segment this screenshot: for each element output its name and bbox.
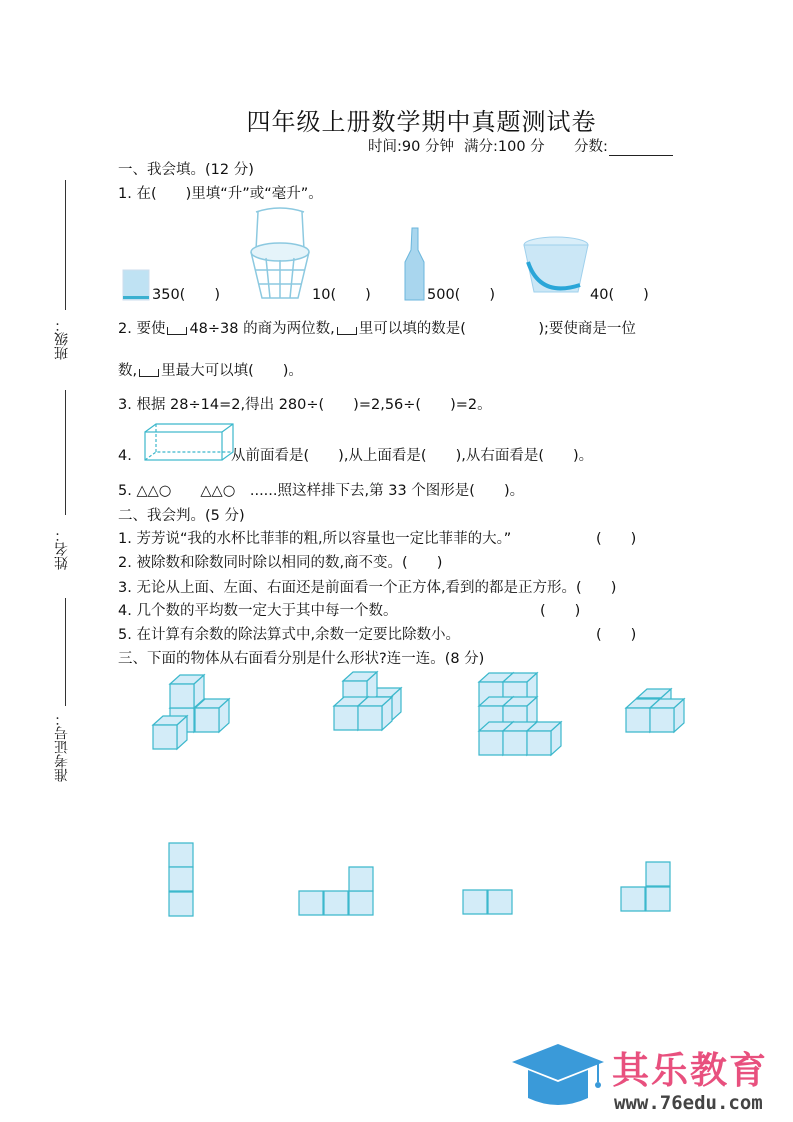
q2-text: 48÷38 的商为两位数, bbox=[189, 321, 335, 337]
q2-text: 数, bbox=[118, 363, 138, 379]
section-3-heading: 三、下面的物体从右面看分别是什么形状?连一连。(8 分) bbox=[118, 651, 485, 667]
exam-title: 四年级上册数学期中真题测试卷 bbox=[246, 108, 597, 136]
q1-bucket-blank[interactable]: 40( ) bbox=[590, 287, 649, 303]
logo-url: www.76edu.com bbox=[614, 1092, 763, 1114]
full-score-info: 满分:100 分 bbox=[464, 139, 545, 155]
q2-text: 里最大可以填( )。 bbox=[161, 363, 303, 379]
question-1-1: 1. 在( )里填“升”或“毫升”。 bbox=[118, 186, 323, 202]
judge-answer-5[interactable]: ( ) bbox=[596, 627, 637, 643]
judge-item-3: 3. 无论从上面、左面、右面还是前面看一个正方体,看到的都是正方形。( ) bbox=[118, 580, 617, 596]
judge-item-5: 5. 在计算有余数的除法算式中,余数一定要比除数小。 bbox=[118, 627, 461, 643]
class-label: 班级： bbox=[54, 318, 70, 360]
question-1-4-number: 4. bbox=[118, 448, 132, 464]
q1-glass-blank[interactable]: 350( ) bbox=[152, 287, 220, 303]
section-1-heading: 一、我会填。(12 分) bbox=[118, 162, 254, 178]
q1-basket-blank[interactable]: 10( ) bbox=[312, 287, 371, 303]
name-label: 姓名： bbox=[54, 528, 70, 570]
score-label: 分数: bbox=[574, 139, 608, 155]
id-label: 准考证号： bbox=[54, 712, 70, 782]
section-2-heading: 二、我会判。(5 分) bbox=[118, 508, 245, 524]
logo-name: 其乐教育 bbox=[612, 1049, 768, 1092]
time-info: 时间:90 分钟 bbox=[368, 139, 454, 155]
question-1-5: 5. △△○ △△○ ......照这样排下去,第 33 个图形是( )。 bbox=[118, 483, 525, 499]
judge-item-4: 4. 几个数的平均数一定大于其中每一个数。 bbox=[118, 603, 398, 619]
question-1-4: 从前面看是( ),从上面看是( ),从右面看是( )。 bbox=[231, 448, 594, 464]
judge-item-2: 2. 被除数和除数同时除以相同的数,商不变。( ) bbox=[118, 555, 443, 571]
q1-bottle-blank[interactable]: 500( ) bbox=[427, 287, 495, 303]
q2-text: 里可以填的数是( );要使商是一位 bbox=[358, 321, 636, 337]
judge-item-1: 1. 芳芳说“我的水杯比菲菲的粗,所以容量也一定比菲菲的大。” bbox=[118, 531, 512, 547]
judge-answer-4[interactable]: ( ) bbox=[540, 603, 581, 619]
question-1-3: 3. 根据 28÷14=2,得出 280÷( )=2,56÷( )=2。 bbox=[118, 397, 492, 413]
judge-answer-1[interactable]: ( ) bbox=[596, 531, 637, 547]
q2-text: 2. 要使 bbox=[118, 321, 166, 337]
